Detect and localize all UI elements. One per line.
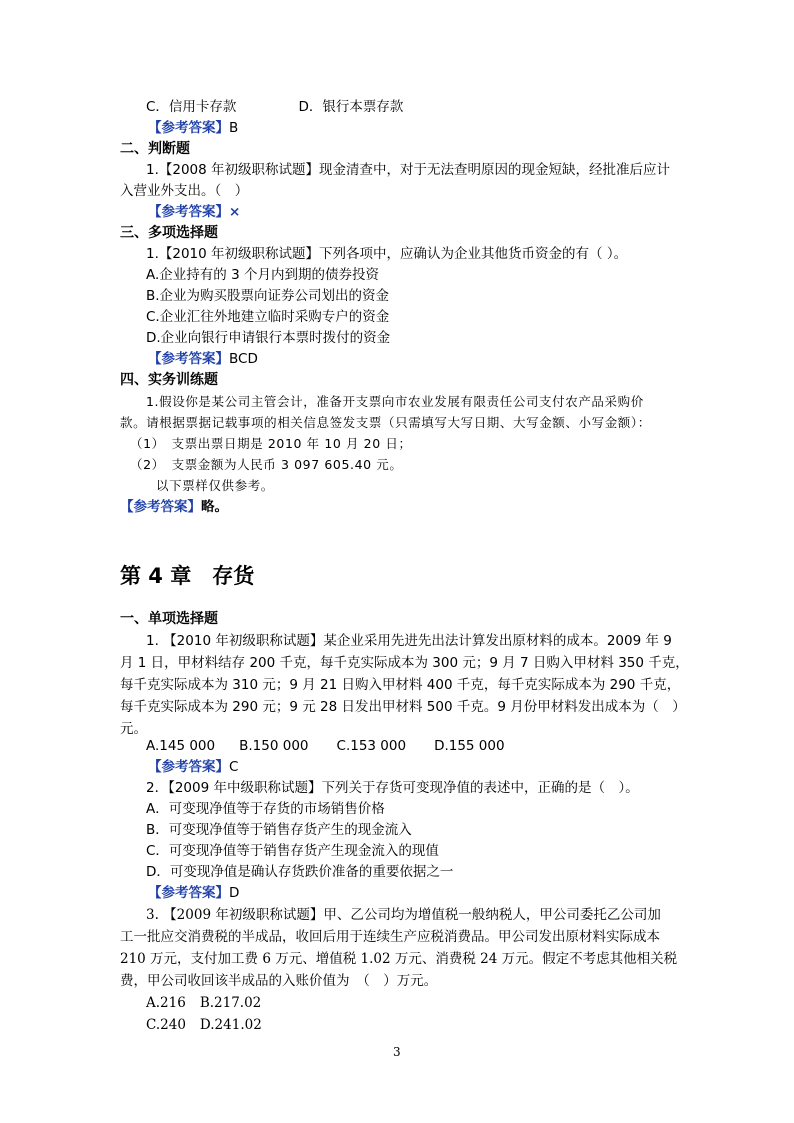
answer-label: 【参考答案】 bbox=[148, 120, 229, 136]
answer-label: 【参考答案】 bbox=[148, 885, 229, 901]
option-c: C．信用卡存款 bbox=[146, 99, 237, 115]
section-heading-practice: 四、实务训练题 bbox=[120, 372, 218, 388]
option-a: A.企业持有的 3 个月内到期的债券投资 bbox=[146, 267, 379, 283]
option-a: A.216 bbox=[146, 995, 186, 1011]
question-text: 3. 【2009 年初级职称试题】甲、乙公司均为增值税一般纳税人，甲公司委托乙公司加 bbox=[146, 907, 661, 923]
answer-value: C bbox=[229, 759, 239, 775]
option-c: C.企业汇往外地建立临时采购专户的资金 bbox=[146, 309, 390, 325]
option-row bbox=[146, 737, 505, 755]
question-text: 每千克实际成本为 310 元；9 月 21 日购入甲材料 400 千克，每千克实际成本为 290 千克， bbox=[120, 677, 681, 693]
answer-value: × bbox=[229, 204, 241, 220]
question-text: 入营业外支出。（ ） bbox=[120, 183, 249, 199]
section-heading-judge: 二、判断题 bbox=[120, 141, 190, 157]
answer-label: 【参考答案】 bbox=[148, 204, 229, 220]
question-text: 210 万元，支付加工费 6 万元、增值税 1.02 万元、消费税 24 万元。假定不考虑其他相关税 bbox=[120, 951, 678, 967]
question-text: 每千克实际成本为 290 元；9 元 28 日发出甲材料 500 千克。9 月份甲材料发出成本为（ ） bbox=[120, 699, 686, 715]
question-text: 2．【2009 年中级职称试题】下列关于存货可变现净值的表述中，正确的是（ ）。 bbox=[146, 780, 639, 796]
question-text: 元。 bbox=[120, 721, 147, 737]
option-row-cd bbox=[146, 98, 403, 116]
answer-label: 【参考答案】 bbox=[148, 759, 229, 775]
option-row bbox=[146, 1016, 262, 1034]
option-a: A．可变现净值等于存货的市场销售价格 bbox=[146, 801, 385, 817]
page-number: 3 bbox=[393, 1045, 401, 1059]
answer-line bbox=[148, 884, 239, 902]
question-text: 1.假设你是某公司主管会计，准备开支票向市农业发展有限责任公司支付农产品采购价 bbox=[146, 394, 644, 409]
question-text: 款。请根据票据记载事项的相关信息签发支票（只需填写大写日期、大写金额、小写金额）： bbox=[120, 415, 651, 430]
option-b: B.217.02 bbox=[199, 995, 262, 1011]
answer-line bbox=[148, 350, 258, 368]
answer-value: D bbox=[229, 885, 240, 901]
option-c: C．可变现净值等于销售存货产生现金流入的现值 bbox=[146, 843, 439, 859]
question-text: 1. 【2010 年初级职称试题】某企业采用先进先出法计算发出原材料的成本。2009 年 9 bbox=[146, 633, 672, 649]
question-text: 费，甲公司收回该半成品的入账价值为 （ ）万元。 bbox=[120, 973, 438, 989]
option-d: D.241.02 bbox=[199, 1017, 262, 1033]
question-item: （1） 支票出票日期是 2010 年 10 月 20 日； bbox=[130, 436, 412, 451]
option-b: B.企业为购买股票向证券公司划出的资金 bbox=[146, 288, 390, 304]
option-row bbox=[146, 994, 261, 1012]
option-a: A.145 000 bbox=[146, 738, 216, 754]
answer-line bbox=[148, 758, 238, 776]
section-heading-single: 一、单项选择题 bbox=[120, 611, 218, 627]
question-item: （2） 支票金额为人民币 3 097 605.40 元。 bbox=[130, 457, 403, 472]
question-text: 1.【2008 年初级职称试题】现金清查中，对于无法查明原因的现金短缺，经批准后应计 bbox=[146, 162, 671, 178]
option-b: B．可变现净值等于销售存货产生的现金流入 bbox=[146, 822, 412, 838]
answer-value: BCD bbox=[229, 351, 258, 367]
answer-line bbox=[120, 498, 228, 516]
answer-label: 【参考答案】 bbox=[148, 351, 229, 367]
option-c: C.153 000 bbox=[336, 738, 407, 754]
option-d: D.155 000 bbox=[434, 738, 505, 754]
chapter-title: 第 4 章 存货 bbox=[120, 564, 255, 588]
section-heading-multi: 三、多项选择题 bbox=[120, 225, 218, 241]
option-b: B.150 000 bbox=[239, 738, 309, 754]
answer-line bbox=[148, 119, 238, 137]
note-text: 以下票样仅供参考。 bbox=[156, 478, 274, 493]
answer-line bbox=[148, 203, 240, 221]
answer-value: 略。 bbox=[201, 499, 228, 515]
option-c: C.240 bbox=[146, 1017, 186, 1033]
answer-label: 【参考答案】 bbox=[120, 499, 201, 515]
option-d: D．银行本票存款 bbox=[298, 99, 404, 115]
question-text: 1.【2010 年初级职称试题】下列各项中，应确认为企业其他货币资金的有（ ）。 bbox=[146, 246, 628, 262]
option-d: D．可变现净值是确认存货跌价准备的重要依据之一 bbox=[146, 864, 454, 880]
option-d: D.企业向银行申请银行本票时拨付的资金 bbox=[146, 330, 391, 346]
question-text: 月 1 日，甲材料结存 200 千克，每千克实际成本为 300 元；9 月 7 日购入甲材料 350 千克， bbox=[120, 655, 689, 671]
question-text: 工一批应交消费税的半成品，收回后用于连续生产应税消费品。甲公司发出原材料实际成本 bbox=[120, 929, 660, 945]
answer-value: B bbox=[229, 120, 239, 136]
